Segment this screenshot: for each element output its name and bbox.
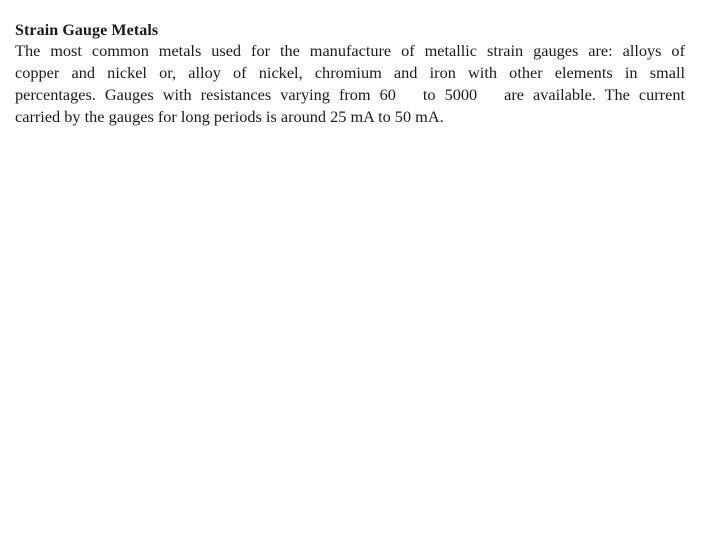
line3-part-2: to 5000 — [422, 85, 478, 104]
paragraph-line-3 — [15, 84, 685, 106]
paragraph-line-2: copper and nickel or, alloy of nickel, chromium and iron with other elements in small — [15, 63, 685, 82]
body-paragraph — [15, 40, 685, 128]
text-section — [15, 22, 685, 128]
line3-part-1: percentages. Gauges with resistances varying from 60 — [15, 85, 396, 104]
paragraph-line-4: carried by the gauges for long periods is around 25 mA to 50 mA. — [15, 107, 444, 126]
paragraph-line-1: The most common metals used for the manufacture of metallic strain gauges are: alloys of — [15, 41, 685, 60]
section-heading: Strain Gauge Metals — [15, 22, 159, 39]
line3-part-3: are available. The current — [504, 85, 685, 104]
